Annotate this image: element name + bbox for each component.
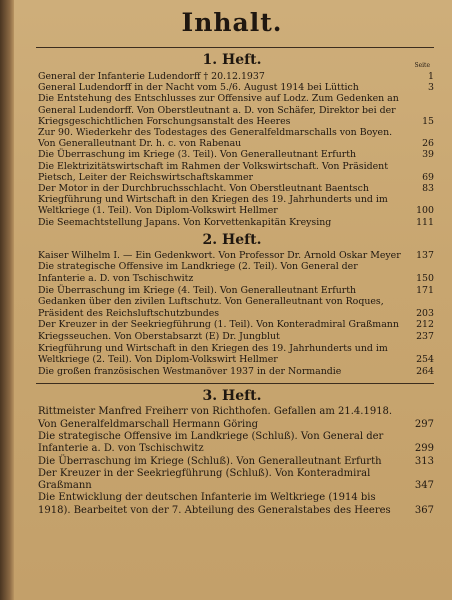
toc-entry <box>38 194 434 216</box>
toc-entry-page: 203 <box>416 307 434 319</box>
toc-entry-page: 1 <box>428 71 434 82</box>
toc-entry-page: 15 <box>422 115 434 127</box>
section-rule <box>36 383 434 384</box>
toc-entry <box>38 343 434 366</box>
toc-entry-page: 171 <box>416 284 434 296</box>
toc-entry-page: 212 <box>416 319 434 331</box>
toc-entry-page: 313 <box>414 455 434 467</box>
toc-entry <box>38 331 434 343</box>
toc-entry-title: Der Kreuzer in der Seekriegführung (Schluß). Von Konteradmiral Graßmann <box>38 467 371 492</box>
toc-entry-title: Rittmeister Manfred Freiherr von Richthofen. Gefallen am 21.4.1918. Von Generalfeldmarschall Hermann Göring <box>38 406 393 430</box>
toc-entry <box>38 319 434 331</box>
toc-entry <box>38 82 434 93</box>
toc-entry-title: Die großen französischen Westmanöver 1937 in der Normandie <box>38 365 342 377</box>
toc-entry-page: 137 <box>416 249 434 261</box>
toc-entry <box>38 250 434 262</box>
toc-entry-title: Die Entstehung des Entschlusses zur Offensive auf Lodz. Zum Gedenken an General Ludendorff. Von Oberstleutnant a. D. von Schäfer, Direktor bei der Kriegsgeschichtlichen Forschungsanstalt des Heeres <box>38 93 399 127</box>
section-heft-2 <box>30 232 434 378</box>
toc-entry <box>38 492 434 517</box>
toc-entry <box>38 261 434 284</box>
toc-entry-title: Die strategische Offensive im Landkriege (2. Teil). Von General der Infanterie a. D. von Tschischwitz <box>38 261 358 285</box>
toc-entry <box>38 127 434 149</box>
toc-entry-title: Die strategische Offensive im Landkriege (Schluß). Von General der Infanterie a. D. von Tschischwitz <box>38 430 384 455</box>
toc-entry-page: 100 <box>416 205 434 217</box>
toc-entry <box>38 468 434 493</box>
toc-entry-title: Die Entwicklung der deutschen Infanterie im Weltkriege (1914 bis 1918). Bearbeitet von der 7. Abteilung des Generalstabes des Heeres <box>38 492 391 516</box>
section-heading: 2. Heft. <box>202 231 262 248</box>
toc-entry <box>38 71 434 82</box>
toc-entry <box>38 183 434 194</box>
toc-entry-page: 297 <box>414 418 434 430</box>
toc-entry <box>38 431 434 456</box>
toc-entry-title: Gedanken über den zivilen Luftschutz. Von Generalleutnant von Roques, Präsident des Reichsluftschutzbundes <box>38 296 384 319</box>
toc-entry-title: Kriegführung und Wirtschaft in den Kriegen des 19. Jahrhunderts und im Weltkriege (1. Teil). Von Diplom-Volkswirt Hellmer <box>38 194 388 217</box>
toc-entry-page: 264 <box>416 365 434 377</box>
toc-entry-title: Die Elektrizitätswirtschaft im Rahmen der Volkswirtschaft. Von Präsident Pietsch, Leiter der Reichswirtschaftskammer <box>38 160 388 183</box>
toc-entry-title: Die Seemachtstellung Japans. Von Korvettenkapitän Kreysing <box>38 216 332 228</box>
toc-entry-page: 150 <box>416 273 434 285</box>
toc-entry-title: Zur 90. Wiederkehr des Todestages des Generalfeldmarschalls von Boyen. Von Generalleutnant Dr. h. c. von Rabenau <box>38 127 393 150</box>
toc-entry-title: Kaiser Wilhelm I. — Ein Gedenkwort. Von Professor Dr. Arnold Oskar Meyer <box>38 249 401 261</box>
toc-entry <box>38 217 434 228</box>
toc-entry <box>38 406 434 431</box>
toc-entry-page: 26 <box>422 138 434 150</box>
toc-entry-title: Der Motor in der Durchbruchsschlacht. Von Oberstleutnant Baentsch <box>38 183 369 195</box>
toc-entry-page: 254 <box>416 354 434 366</box>
toc-entry-title: Die Überraschung im Kriege (4. Teil). Von Generalleutnant Erfurth <box>38 284 357 296</box>
toc-list <box>30 71 434 228</box>
toc-entry <box>38 366 434 378</box>
toc-entry-title: Kriegführung und Wirtschaft in den Kriegen des 19. Jahrhunderts und im Weltkriege (2. Teil). Von Diplom-Volkswirt Hellmer <box>38 342 388 366</box>
toc-entry-title: Kriegsseuchen. Von Oberstabsarzt (E) Dr. Jungblut <box>38 331 280 342</box>
toc-entry <box>38 149 434 160</box>
page-title: Inhalt. <box>181 8 283 37</box>
section-heading: 1. Heft. <box>202 52 262 68</box>
toc-entry-page: 367 <box>414 504 434 516</box>
toc-list <box>30 250 434 378</box>
toc-entry <box>38 285 434 297</box>
toc-entry-title: Der Kreuzer in der Seekriegführung (1. Teil). Von Konteradmiral Graßmann <box>38 319 399 331</box>
book-spine-edge <box>0 0 14 600</box>
toc-entry-page: 299 <box>414 443 434 455</box>
toc-entry <box>38 296 434 319</box>
toc-entry-page: 3 <box>428 82 434 94</box>
toc-entry <box>38 161 434 183</box>
toc-entry <box>38 456 434 468</box>
toc-entry-title: General Ludendorff in der Nacht vom 5./6. August 1914 bei Lüttich <box>38 82 359 94</box>
toc-entry-page: 347 <box>414 480 434 492</box>
toc-entry-page: 111 <box>416 216 434 228</box>
toc-entry-page: 83 <box>422 183 434 195</box>
toc-entry-title: Die Überraschung im Kriege (Schluß). Von Generalleutnant Erfurth <box>38 455 382 467</box>
section-heft-1 <box>30 52 434 228</box>
title-rule <box>36 47 434 48</box>
section-heft-3 <box>30 388 434 517</box>
toc-entry <box>38 93 434 127</box>
toc-list <box>30 406 434 517</box>
section-heading: 3. Heft. <box>202 388 262 405</box>
toc-entry-page: 69 <box>422 171 434 183</box>
toc-entry-page: 237 <box>416 331 434 342</box>
toc-entry-page: 39 <box>422 149 434 161</box>
page-column-label: Seite <box>414 62 430 69</box>
toc-entry-title: General der Infanterie Ludendorff † 20.12.1937 <box>38 71 265 82</box>
toc-entry-title: Die Überraschung im Kriege (3. Teil). Von Generalleutnant Erfurth <box>38 149 357 161</box>
